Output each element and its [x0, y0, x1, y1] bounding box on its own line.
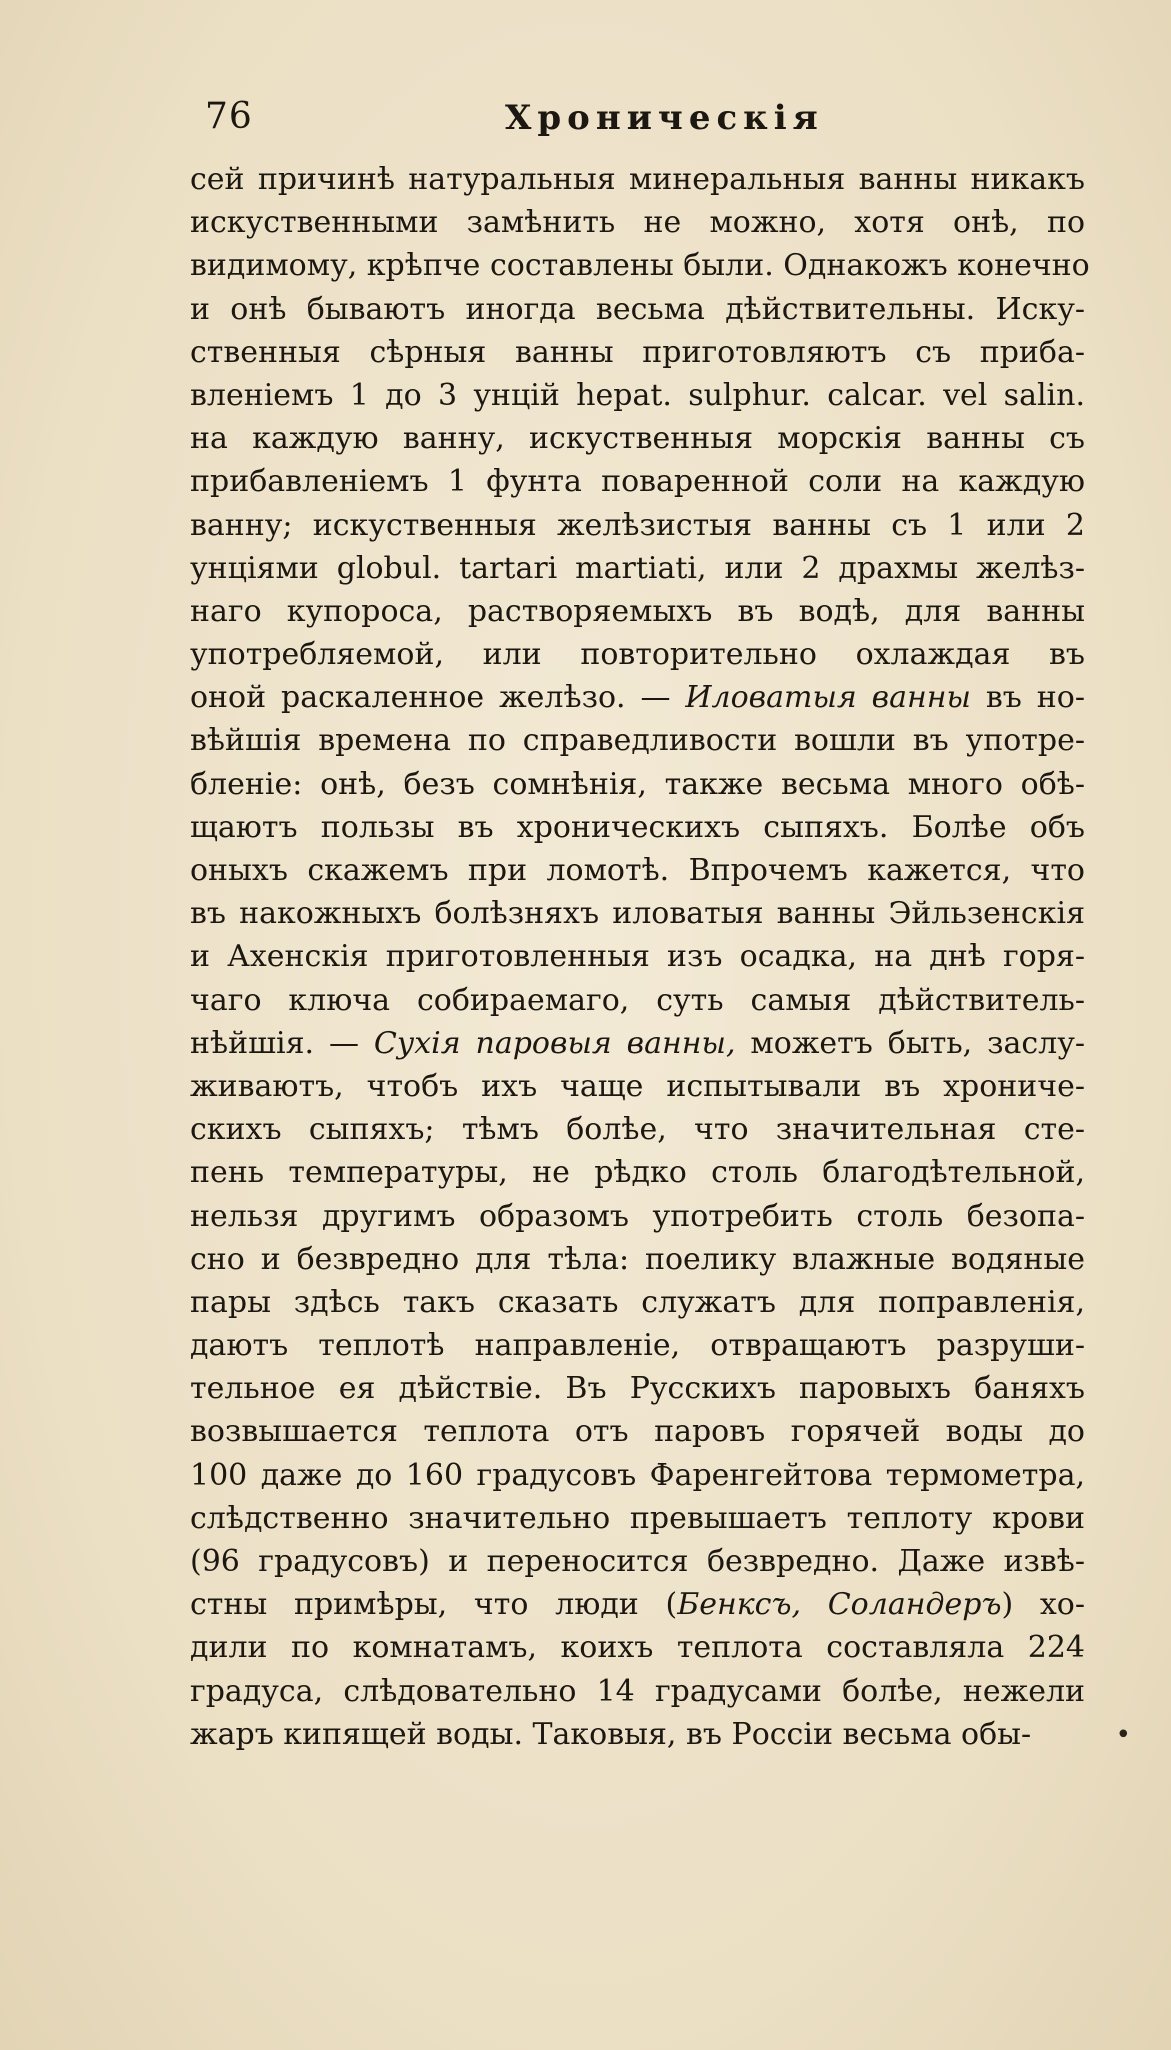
- text-line: [190, 1065, 1085, 1108]
- text-line: [190, 504, 1085, 547]
- text-line: [190, 892, 1085, 935]
- text-segment: тельное ея дѣйствіе. Въ Русскихъ паровыхъ баняхъ: [190, 1371, 1085, 1407]
- text-line: [190, 763, 1085, 806]
- text-line: [190, 1670, 1085, 1713]
- text-segment: на каждую ванну, искуственныя морскія ванны съ: [190, 421, 1085, 457]
- margin-mark: •: [1115, 1720, 1131, 1750]
- italic-term: Бенксъ, Соландеръ: [677, 1587, 1002, 1623]
- text-segment: ) хо-: [1001, 1587, 1086, 1623]
- text-segment: видимому, крѣпче составлены были. Однакожъ конечно: [190, 248, 1090, 284]
- text-segment: дили по комнатамъ, коихъ теплота составляла 224: [190, 1630, 1085, 1666]
- text-segment: возвышается теплота отъ паровъ горячей воды до: [190, 1414, 1085, 1450]
- text-segment: скихъ сыпяхъ; тѣмъ болѣе, что значительная сте-: [190, 1112, 1085, 1148]
- text-segment: прибавленіемъ 1 фунта поваренной соли на каждую: [190, 464, 1085, 500]
- text-segment: щаютъ пользы въ хроническихъ сыпяхъ. Болѣе объ: [190, 809, 1085, 845]
- text-line: [190, 460, 1085, 503]
- text-segment: употребляемой, или повторительно охлаждая въ: [190, 637, 1085, 673]
- text-segment: наго купороса, растворяемыхъ въ водѣ, для ванны: [190, 593, 1085, 629]
- text-segment: бленіе: онѣ, безъ сомнѣнія, также весьма много обѣ-: [190, 766, 1085, 802]
- italic-term: Иловатыя ванны: [685, 680, 971, 716]
- text-segment: ванну; искуственныя желѣзистыя ванны съ 1 или 2: [190, 507, 1085, 543]
- text-segment: даютъ теплотѣ направленіе, отвращаютъ разруши-: [190, 1328, 1085, 1364]
- text-segment: можетъ быть, заслу-: [735, 1025, 1086, 1061]
- body-text: [190, 158, 1090, 1756]
- text-line: [190, 1022, 1085, 1065]
- text-segment: и Ахенскія приготовленныя изъ осадка, на днѣ горя-: [190, 939, 1085, 975]
- text-line: [190, 547, 1085, 590]
- text-line: [190, 1626, 1085, 1669]
- text-segment: вленіемъ 1 до 3 унцій hepat. sulphur. calcar. vel salin.: [190, 377, 1085, 413]
- text-segment: пень температуры, не рѣдко столь благодѣтельной,: [190, 1155, 1085, 1191]
- text-line: [190, 1151, 1085, 1194]
- text-line: [190, 158, 1085, 201]
- text-segment: живаютъ, чтобъ ихъ чаще испытывали въ хрониче-: [190, 1068, 1085, 1104]
- text-segment: ственныя сѣрныя ванны приготовляютъ съ приба-: [190, 334, 1085, 370]
- text-line: [190, 590, 1085, 633]
- italic-term: Сухія паровыя ванны,: [373, 1025, 736, 1061]
- text-segment: въ но-: [971, 680, 1085, 716]
- running-head: Хроническія: [505, 98, 824, 138]
- text-segment: стны примѣры, что люди (: [190, 1587, 678, 1623]
- text-segment: оныхъ скажемъ при ломотѣ. Впрочемъ кажется, что: [190, 853, 1085, 888]
- text-line: [190, 1583, 1085, 1626]
- text-line: [190, 1367, 1085, 1410]
- text-line: [190, 374, 1085, 417]
- text-segment: вѣйшія времена по справедливости вошли въ употре-: [190, 723, 1085, 759]
- text-segment: оной раскаленное желѣзо. —: [190, 680, 686, 716]
- text-line: [190, 806, 1085, 849]
- text-line: [190, 849, 1085, 892]
- page-header: [205, 96, 1055, 146]
- text-segment: въ накожныхъ болѣзняхъ иловатыя ванны Эйльзенскія: [190, 896, 1085, 932]
- text-segment: (96 градусовъ) и переносится безвредно. Даже извѣ-: [190, 1544, 1085, 1579]
- text-line: [190, 1454, 1085, 1497]
- text-line: [190, 201, 1085, 244]
- text-segment: слѣдственно значительно превышаетъ теплоту крови: [190, 1500, 1085, 1536]
- text-line: [190, 719, 1085, 762]
- text-segment: нѣйшія. —: [190, 1025, 374, 1061]
- text-line: [190, 244, 1090, 287]
- text-line: [190, 633, 1085, 676]
- text-segment: жаръ кипящей воды. Таковыя, въ Россіи весьма обы-: [190, 1716, 1032, 1752]
- text-line: [190, 417, 1085, 460]
- text-line: [190, 1281, 1085, 1324]
- text-line: [190, 1540, 1085, 1583]
- page-number: 76: [205, 96, 253, 137]
- text-line: [190, 676, 1085, 719]
- text-line: [190, 1713, 1085, 1756]
- text-line: [190, 331, 1085, 374]
- text-segment: и онѣ бываютъ иногда весьма дѣйствительны. Иску-: [190, 291, 1085, 327]
- text-line: [190, 979, 1085, 1022]
- text-segment: чаго ключа собираемаго, суть самыя дѣйствитель-: [190, 982, 1085, 1018]
- text-line: [190, 1108, 1085, 1151]
- text-segment: 100 даже до 160 градусовъ Фаренгейтова термометра,: [190, 1457, 1085, 1493]
- text-segment: градуса, слѣдовательно 14 градусами болѣе, нежели: [190, 1673, 1085, 1709]
- text-line: [190, 1238, 1085, 1281]
- text-segment: искуственными замѣнить не можно, хотя онѣ, по: [190, 205, 1085, 241]
- text-line: [190, 1195, 1085, 1238]
- text-segment: нельзя другимъ образомъ употребить столь безопа-: [190, 1198, 1085, 1234]
- text-line: [190, 288, 1085, 331]
- text-line: [190, 1324, 1085, 1367]
- text-segment: сей причинѣ натуральныя минеральныя ванны никакъ: [190, 162, 1085, 197]
- text-segment: сно и безвредно для тѣла: поелику влажные водяные: [190, 1241, 1085, 1277]
- text-line: [190, 1497, 1085, 1540]
- text-line: [190, 935, 1085, 978]
- text-segment: унціями globul. tartari martiati, или 2 драхмы желѣз-: [190, 550, 1085, 586]
- text-line: [190, 1410, 1085, 1453]
- text-segment: пары здѣсь такъ сказать служатъ для поправленія,: [190, 1284, 1085, 1320]
